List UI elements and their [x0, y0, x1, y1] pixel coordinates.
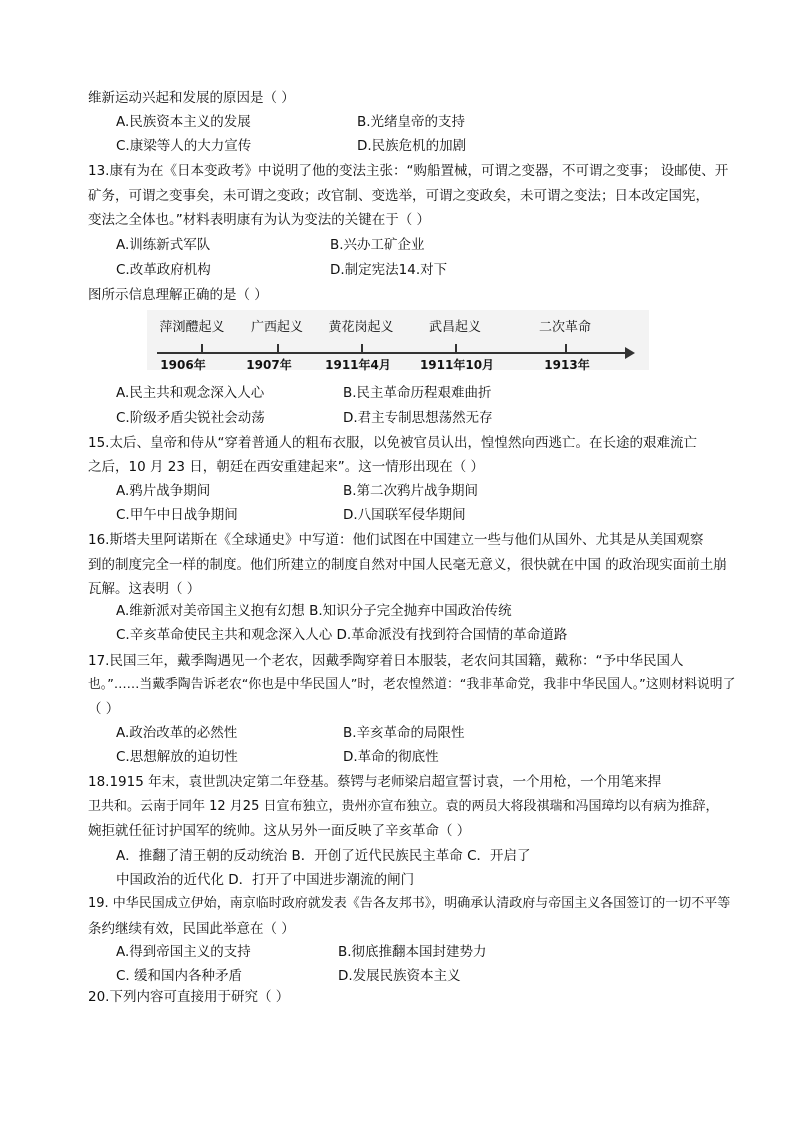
q19-option-b: B.彻底推翻本国封建势力 [338, 944, 487, 960]
timeline-tick [455, 344, 457, 352]
q13-stem-line1: 13.康有为在《日本变政考》中说明了他的变法主张：“购船置械，可谓之变器，不可谓之变事； 设邮使、开 [88, 163, 729, 179]
q15-option-a: A.鸦片战争期间 [116, 483, 211, 499]
timeline-event: 二次革命 [538, 320, 592, 335]
timeline-tick [361, 344, 363, 352]
timeline-date: 1907年 [246, 358, 292, 372]
q18-options-abc: A．推翻了清王朝的反动统治 B．开创了近代民族民主革命 C．开启了 [116, 848, 531, 864]
timeline-event: 萍浏醴起义 [159, 320, 225, 335]
q14-option-b: B.民主革命历程艰难曲折 [343, 385, 492, 401]
q18-options-cd: 中国政治的近代化 D．打开了中国进步潮流的闸门 [116, 872, 415, 888]
timeline-tick [277, 344, 279, 352]
q14-option-a: A.民主共和观念深入人心 [116, 385, 265, 401]
timeline-tick [565, 344, 567, 352]
q17-option-b: B.辛亥革命的局限性 [343, 725, 465, 741]
q17-option-d: D.革命的彻底性 [343, 749, 439, 765]
timeline-event: 广西起义 [250, 320, 304, 335]
q13-stem-line3: 变法之全体也。”材料表明康有为认为变法的关键在于（ ） [88, 212, 431, 228]
q18-stem-line1: 18.1915 年末，袁世凯决定第二年登基。蔡锷与老师梁启超宣誓讨袁，一个用枪，一个用笔来捍 [88, 774, 662, 790]
timeline-date: 1911年10月 [419, 358, 495, 372]
q16-stem-line2: 到的制度完全一样的制度。他们所建立的制度自然对中国人民毫无意义，很快就在中国 的政治现实面前土崩 [88, 557, 727, 573]
q14-stem: 图所示信息理解正确的是（ ） [88, 287, 268, 303]
q13-option-a: A.训练新式军队 [116, 237, 211, 253]
q14-option-d: D.君主专制思想荡然无存 [343, 410, 493, 426]
q15-stem-line2: 之后，10 月 23 日，朝廷在西安重建起来”。这一情形出现在（ ） [88, 459, 485, 475]
timeline-date: 1911年4月 [325, 358, 391, 372]
q13-option-c: C.改革政府机构 [116, 262, 211, 278]
q17-stem-line3: （ ） [88, 701, 120, 717]
q12-stem: 维新运动兴起和发展的原因是（ ） [88, 90, 295, 106]
q13-stem-line2: 矿务，可谓之变事矣，未可谓之变政；改官制、变选举，可谓之变政矣，未可谓之变法；日本改定国宪， [88, 188, 709, 204]
timeline-date: 1913年 [544, 358, 590, 372]
q17-option-a: A.政治改革的必然性 [116, 725, 238, 741]
timeline-event: 武昌起义 [428, 320, 482, 335]
q15-option-d: D.八国联军侵华期间 [343, 507, 466, 523]
timeline-date: 1906年 [160, 358, 206, 372]
q18-stem-line3: 婉拒就任征讨护国军的统帅。这从另外一面反映了辛亥革命（ ） [88, 823, 471, 839]
q19-stem-line1: 19. 中华民国成立伊始，南京临时政府就发表《告各友邦书》，明确承认清政府与帝国主义各国签订的一切不平等 [88, 896, 731, 911]
q19-option-d: D.发展民族资本主义 [338, 968, 461, 984]
q17-stem-line1: 17.民国三年，戴季陶遇见一个老农，因戴季陶穿着日本服装，老农问其国籍，戴称：“予中华民国人 [88, 653, 684, 669]
q16-stem-line3: 瓦解。这表明（ ） [88, 581, 201, 597]
timeline-event: 黄花岗起义 [328, 320, 394, 335]
q15-stem-line1: 15.太后、皇帝和侍从“穿着普通人的粗布衣服，以免被官员认出，惶惶然向西逃亡。在长途的艰难流亡 [88, 435, 697, 451]
q12-option-a: A.民族资本主义的发展 [116, 114, 251, 130]
q12-option-d: D.民族危机的加剧 [357, 138, 467, 154]
q17-option-c: C.思想解放的迫切性 [116, 749, 238, 765]
q14-option-c: C.阶级矛盾尖锐社会动荡 [116, 410, 265, 426]
q19-stem-line2: 条约继续有效，民国此举意在（ ） [88, 921, 295, 937]
q12-option-c: C.康梁等人的大力宣传 [116, 138, 252, 154]
q16-options-ab: A.维新派对美帝国主义抱有幻想 B.知识分子完全抛弃中国政治传统 [116, 603, 512, 619]
q16-stem-line1: 16.斯塔夫里阿诺斯在《全球通史》中写道：他们试图在中国建立一些与他们从国外、尤其是从美国观察 [88, 532, 704, 548]
q19-option-a: A.得到帝国主义的支持 [116, 944, 251, 960]
q16-options-cd: C.辛亥革命使民主共和观念深入人心 D.革命派没有找到符合国情的革命道路 [116, 627, 568, 643]
q15-option-c: C.甲午中日战争期间 [116, 507, 238, 523]
q12-option-b: B.光绪皇帝的支持 [357, 114, 466, 130]
timeline-tick [201, 344, 203, 352]
timeline-arrow [625, 347, 635, 359]
q18-stem-line2: 卫共和。云南于同年 12 月25 日宣布独立，贵州亦宣布独立。袁的两员大将段祺瑞和冯国璋均以有病为推辞， [88, 799, 719, 814]
q13-option-b: B.兴办工矿企业 [330, 237, 425, 253]
q19-option-c: C. 缓和国内各种矛盾 [116, 968, 243, 984]
revolution-timeline [147, 310, 649, 370]
timeline-axis [157, 352, 627, 354]
q15-option-b: B.第二次鸦片战争期间 [343, 483, 479, 499]
q20-stem: 20.下列内容可直接用于研究（ ） [88, 989, 290, 1005]
q13-option-d: D.制定宪法14.对下 [330, 262, 448, 278]
q17-stem-line2: 也。”……当戴季陶告诉老农“你也是中华民国人”时，老农惶然道：“我非革命党，我非中华民国人。”这则材料说明了 [88, 677, 736, 692]
